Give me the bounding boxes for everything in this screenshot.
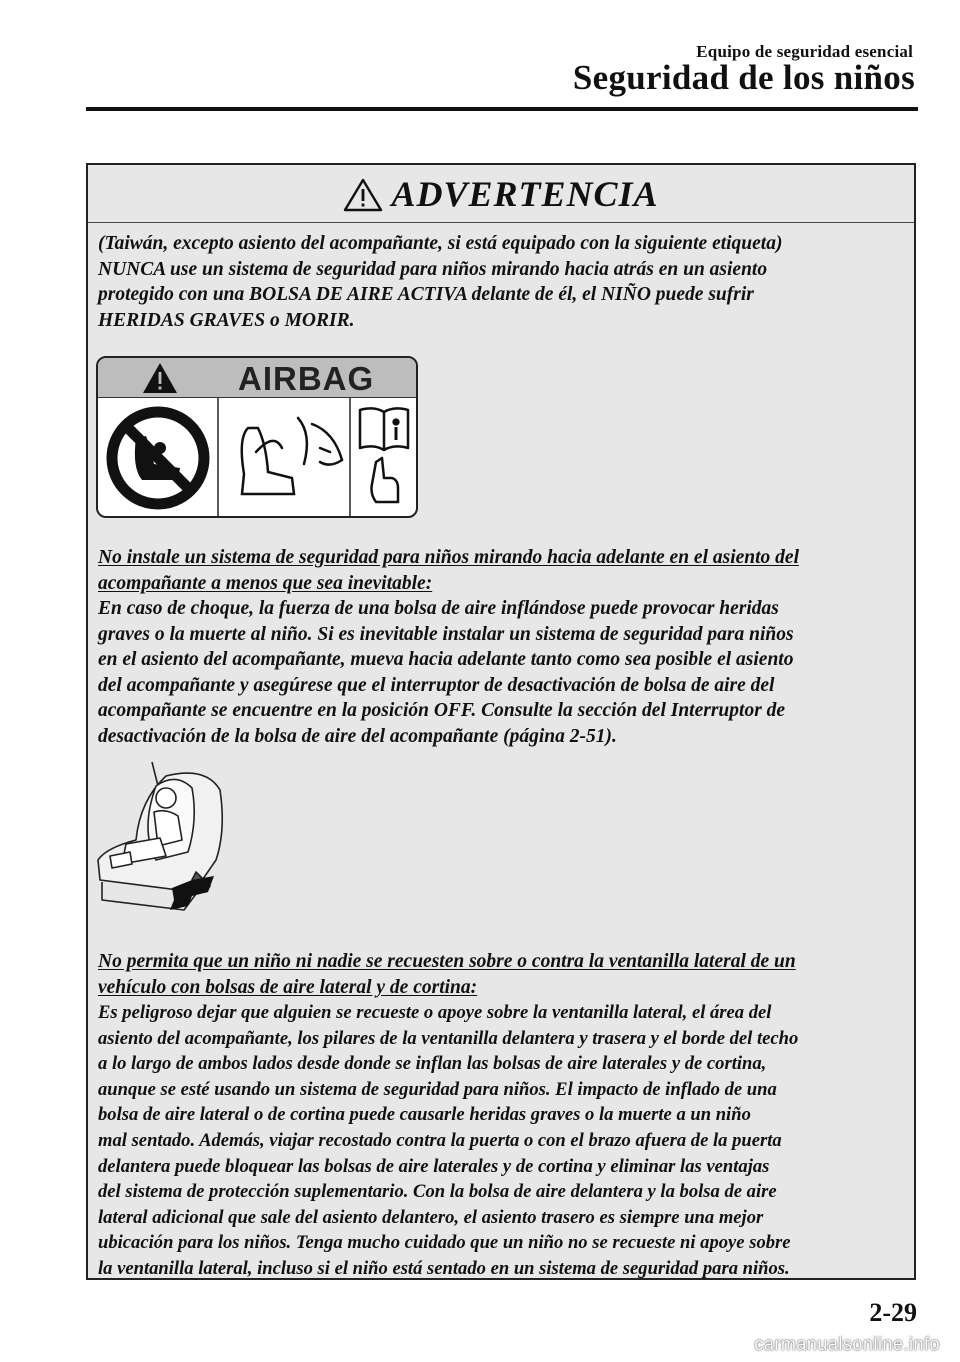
airbag-warning-label [96, 356, 418, 518]
warning-title: ADVERTENCIA [391, 173, 659, 214]
text-line: graves o la muerte al niño. Si es inevitable instalar un sistema de seguridad para niños [98, 623, 794, 645]
warning-header [88, 165, 914, 223]
page-header [0, 0, 960, 112]
airbag-label-text: AIRBAG [238, 360, 375, 397]
seat-airbag-icon [242, 418, 342, 494]
text-line: No permita que un niño ni nadie se recuesten sobre o contra la ventanilla lateral de un [98, 951, 796, 972]
header-rule [86, 107, 918, 111]
airbag-label-banner [98, 358, 416, 398]
page-number: 2-29 [869, 1298, 917, 1327]
section-subtitle: Equipo de seguridad esencial [696, 42, 913, 61]
text-line: protegido con una BOLSA DE AIRE ACTIVA delante de él, el NIÑO puede sufrir [98, 284, 754, 306]
text-line: HERIDAS GRAVES o MORIR. [98, 309, 355, 331]
text-line: No instale un sistema de seguridad para niños mirando hacia adelante en el asiento del [98, 547, 799, 568]
warning-heading-2 [98, 545, 908, 596]
airbag-label-pictograms [98, 398, 416, 516]
text-line: lateral adicional que sale del asiento delantero, el asiento trasero es siempre una mejor [98, 1206, 764, 1228]
text-line: vehículo con bolsas de aire lateral y de cortina: [98, 976, 478, 998]
text-line: En caso de choque, la fuerza de una bolsa de aire inflándose puede provocar heridas [98, 598, 779, 619]
warning-paragraph-3 [98, 1000, 908, 1282]
text-line: (Taiwán, excepto asiento del acompañante, si está equipado con la siguiente etiqueta) [98, 233, 783, 254]
text-line: NUNCA use un sistema de seguridad para niños mirando hacia atrás en un asiento [98, 258, 768, 280]
airbag-warning-triangle-icon [142, 362, 178, 394]
text-line: acompañante se encuentre en la posición OFF. Consulte la sección del Interruptor de [98, 700, 786, 722]
section-title: Seguridad de los niños [572, 58, 915, 97]
read-manual-icon [360, 408, 408, 502]
text-line: delantera puede bloquear las bolsas de aire laterales y de cortina y eliminar las ventajas [98, 1155, 770, 1177]
forward-facing-child-seat-illustration [96, 760, 226, 920]
text-line: asiento del acompañante, los pilares de la ventanilla delantera y trasera y el borde del techo [98, 1027, 799, 1049]
warning-paragraph-1 [98, 231, 908, 333]
text-line: en el asiento del acompañante, mueva hacia adelante tanto como sea posible el asiento [98, 649, 794, 671]
warning-triangle-icon [343, 178, 383, 212]
text-line: bolsa de aire lateral o de cortina puede causarle heridas graves o la muerte a un niño [98, 1104, 751, 1126]
text-line: Es peligroso dejar que alguien se recueste o apoye sobre la ventanilla lateral, el área del [98, 1002, 772, 1023]
warning-paragraph-2 [98, 596, 908, 750]
text-line: acompañante a menos que sea inevitable: [98, 572, 433, 594]
text-line: del sistema de protección suplementario. Con la bolsa de aire delantera y la bolsa de aire [98, 1181, 777, 1203]
watermark: carmanualsonline.info [754, 1334, 940, 1354]
text-line: del acompañante y asegúrese que el interruptor de desactivación de bolsa de aire del [98, 674, 775, 696]
text-line: la ventanilla lateral, incluso si el niño está sentado en un sistema de seguridad para niños. [98, 1257, 790, 1279]
text-line: desactivación de la bolsa de aire del acompañante (página 2-51). [98, 725, 617, 747]
text-line: a lo largo de ambos lados desde donde se inflan las bolsas de aire laterales y de cortina, [98, 1053, 767, 1075]
no-rear-facing-seat-icon [112, 412, 204, 504]
warning-heading-3 [98, 949, 908, 1000]
text-line: ubicación para los niños. Tenga mucho cuidado que un niño no se recueste ni apoye sobre [98, 1232, 791, 1254]
text-line: mal sentado. Además, viajar recostado contra la puerta o con el brazo afuera de la puerta [98, 1129, 782, 1151]
text-line: aunque se esté usando un sistema de seguridad para niños. El impacto de inflado de una [98, 1078, 777, 1100]
warning-box [86, 163, 916, 1280]
